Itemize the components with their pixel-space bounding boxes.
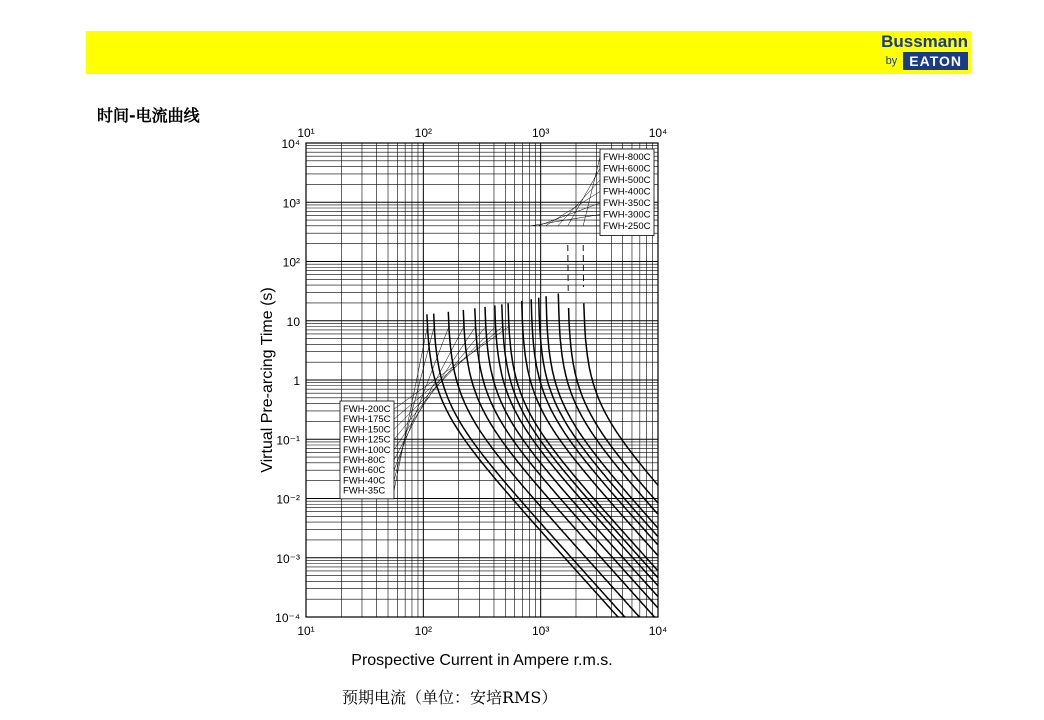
legend-upper-entry: FWH-300C	[603, 209, 651, 221]
legend-lower-entry: FWH-80C	[343, 455, 386, 466]
legend-upper-entry: FWH-350C	[603, 198, 651, 209]
series-curve	[502, 304, 658, 578]
legend-lower-entry: FWH-175C	[343, 414, 391, 426]
x-tick-label: 10³	[531, 624, 550, 638]
legend-lower-entry: FWH-200C	[343, 404, 391, 415]
y-tick-label: 10⁻²	[276, 492, 300, 507]
x-tick-label: 10²	[414, 624, 433, 638]
y-tick-label: 10⁻³	[276, 551, 300, 566]
legend-upper-entry: FWH-400C	[603, 186, 651, 198]
brand-name: Bussmann	[881, 32, 968, 51]
brand-block	[881, 33, 968, 70]
legend-upper-entry: FWH-600C	[603, 163, 651, 175]
legend-leader	[546, 192, 600, 226]
legend-lower-entry: FWH-100C	[343, 444, 391, 456]
y-tick-label: 10⁻⁴	[275, 611, 300, 625]
legend-lower-entry: FWH-125C	[343, 434, 391, 446]
legend-leader	[394, 326, 427, 490]
x-tick-label-top: 10¹	[297, 126, 315, 140]
y-axis-label: Virtual Pre-arcing Time (s)	[259, 287, 276, 473]
x-axis-label: Prospective Current in Ampere r.m.s.	[351, 652, 613, 669]
legend-lower-entry: FWH-40C	[343, 475, 386, 487]
legend-leader	[558, 180, 600, 226]
x-tick-label-top: 10²	[414, 126, 433, 140]
chart-caption: 预期电流（单位：安培RMS）	[342, 688, 558, 707]
y-tick-label: 1	[293, 374, 300, 388]
y-tick-label: 10⁴	[281, 137, 300, 151]
brand-sub	[881, 52, 968, 70]
legend-leader	[538, 203, 600, 226]
y-tick-label: 10³	[282, 196, 300, 211]
eaton-logo: EATON	[903, 52, 968, 70]
section-title: 时间-电流曲线	[97, 106, 200, 125]
y-tick-label: 10⁻¹	[276, 433, 300, 448]
series-curve	[569, 308, 658, 503]
legend-lower-entry: FWH-150C	[343, 424, 391, 436]
x-tick-label-top: 10³	[531, 126, 550, 140]
legend-lower-entry: FWH-60C	[343, 465, 386, 477]
x-tick-label: 10⁴	[648, 624, 668, 638]
y-tick-label: 10²	[282, 255, 300, 270]
x-tick-label-top: 10⁴	[648, 126, 668, 140]
legend-upper-entry: FWH-800C	[603, 152, 651, 163]
legend-upper-entry: FWH-250C	[603, 221, 651, 232]
brand-by: by	[885, 55, 898, 67]
legend-leader	[394, 326, 496, 429]
header-banner	[86, 31, 971, 74]
legend-lower-entry: FWH-35C	[343, 485, 386, 497]
x-tick-label: 10¹	[297, 624, 315, 638]
y-tick-label: 10	[286, 314, 300, 329]
series-curve	[475, 308, 658, 607]
time-current-chart	[250, 115, 680, 675]
legend-leader	[394, 326, 503, 419]
legend-upper-entry: FWH-500C	[603, 175, 651, 186]
